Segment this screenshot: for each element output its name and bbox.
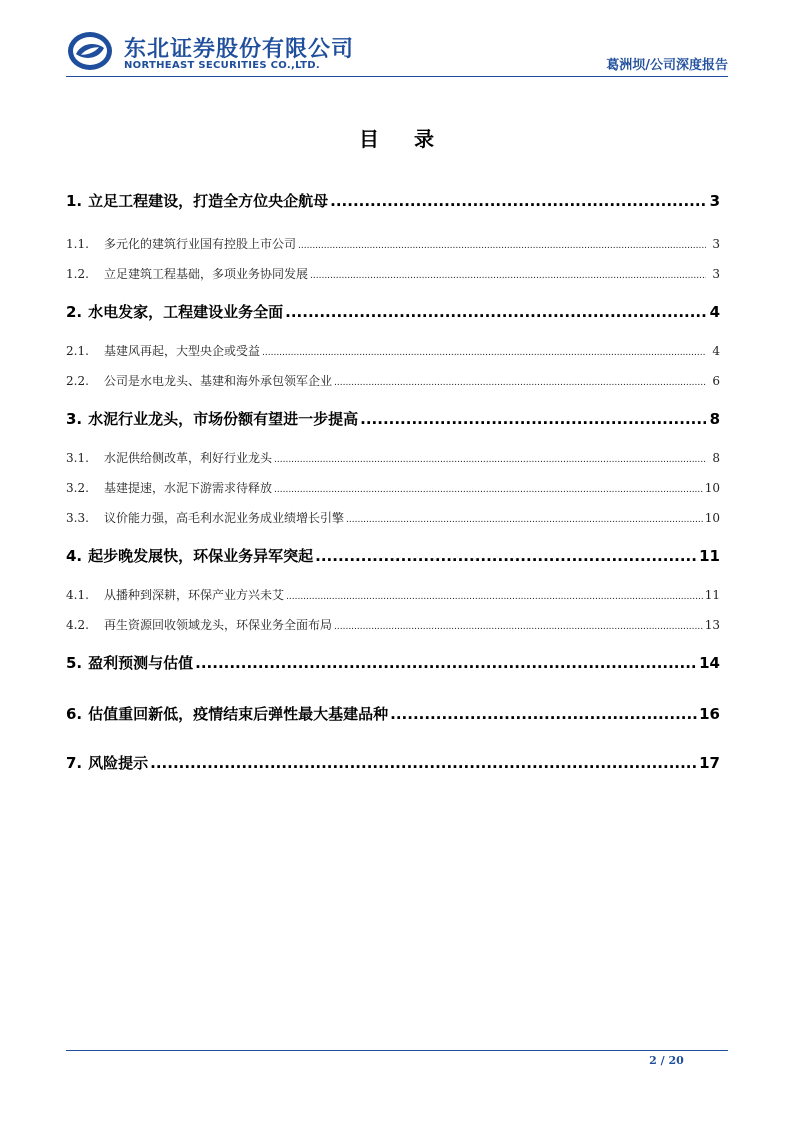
toc-entry-number: 1.2.: [66, 267, 89, 281]
toc-entry-number: 3.3.: [66, 511, 89, 525]
toc-entry-number: 5.: [66, 654, 83, 672]
page-number: [0, 1054, 793, 1067]
toc-leader-dots: [262, 344, 706, 358]
toc-leader-dots: [315, 547, 697, 565]
toc-entry-title: 水泥行业龙头，市场份额有望进一步提高: [88, 410, 359, 428]
company-name-cn: 东北证券股份有限公司: [124, 37, 355, 62]
toc-leader-dots: [334, 618, 703, 632]
toc-entry-page: 8: [712, 451, 720, 465]
toc-entry-title: 基建提速，水泥下游需求待释放: [104, 481, 273, 495]
toc-entry-number: 3.2.: [66, 481, 89, 495]
toc-entry-number: 4.2.: [66, 618, 89, 632]
toc-entry-page: 16: [699, 705, 720, 723]
page-header: [66, 28, 728, 76]
page-number-text: 2 / 20: [649, 1054, 684, 1067]
toc-entry-title: 水电发家，工程建设业务全面: [88, 303, 284, 321]
toc-leader-dots: [286, 588, 703, 602]
toc-leader-dots: [285, 303, 706, 321]
toc-entry[interactable]: [66, 616, 720, 633]
toc-entry-page: 17: [699, 754, 720, 772]
toc-entry-page: 10: [704, 511, 720, 525]
toc-entry-title: 基建风再起，大型央企或受益: [104, 344, 261, 358]
toc-entry-title: 从播种到深耕，环保产业方兴未艾: [104, 588, 285, 602]
toc-entry-title: 估值重回新低，疫情结束后弹性最大基建品种: [88, 705, 389, 723]
toc-entry[interactable]: [66, 703, 720, 724]
toc-entry[interactable]: [66, 586, 720, 603]
toc-entry[interactable]: [66, 235, 720, 252]
toc-entry-title: 水泥供给侧改革，利好行业龙头: [104, 451, 273, 465]
toc-entry[interactable]: [66, 408, 720, 429]
toc-entry[interactable]: [66, 301, 720, 322]
toc-entry[interactable]: [66, 479, 720, 496]
toc-entry-number: 6.: [66, 705, 83, 723]
toc-leader-dots: [360, 410, 706, 428]
toc-entry[interactable]: [66, 752, 720, 773]
toc-entry-number: 4.1.: [66, 588, 89, 602]
toc-entry-page: 3: [709, 192, 720, 210]
toc-entry-page: 11: [704, 588, 720, 602]
toc-title: 目 录: [359, 127, 448, 151]
toc-entry-number: 2.2.: [66, 374, 89, 388]
toc-entry[interactable]: [66, 190, 720, 211]
toc-entry-number: 1.: [66, 192, 83, 210]
toc-entry-title: 立足建筑工程基础，多项业务协同发展: [104, 267, 309, 281]
toc-leader-dots: [346, 511, 703, 525]
toc-entry-number: 7.: [66, 754, 83, 772]
toc-leader-dots: [330, 192, 706, 210]
toc-entry-page: 10: [704, 481, 720, 495]
toc-entry-number: 1.1.: [66, 237, 89, 251]
toc-entry-title: 公司是水电龙头、基建和海外承包领军企业: [104, 374, 333, 388]
toc-entry[interactable]: [66, 372, 720, 389]
toc-entry[interactable]: [66, 265, 720, 282]
toc-entry-page: 3: [712, 267, 720, 281]
toc-leader-dots: [390, 705, 697, 723]
toc-entry-page: 4: [712, 344, 720, 358]
toc-entry-title: 议价能力强，高毛利水泥业务成业绩增长引擎: [104, 511, 345, 525]
toc-leader-dots: [195, 654, 697, 672]
toc-leader-dots: [274, 481, 703, 495]
toc-entry-number: 4.: [66, 547, 83, 565]
company-name-en: NORTHEAST SECURITIES CO.,LTD.: [124, 60, 320, 71]
toc-entry[interactable]: [66, 342, 720, 359]
toc-entry-page: 13: [704, 618, 720, 632]
toc-entry[interactable]: [66, 449, 720, 466]
toc-entry-page: 8: [709, 410, 720, 428]
toc-entry[interactable]: [66, 652, 720, 673]
toc-entry-page: 14: [699, 654, 720, 672]
footer-divider: [66, 1050, 728, 1051]
toc-entry-number: 3.: [66, 410, 83, 428]
toc-leader-dots: [298, 237, 706, 251]
toc-entry-title: 起步晚发展快，环保业务异军突起: [88, 547, 314, 565]
toc-entry-page: 11: [699, 547, 720, 565]
header-divider: [66, 76, 728, 77]
toc-entry-page: 3: [712, 237, 720, 251]
toc-entry[interactable]: [66, 545, 720, 566]
company-logo-icon: [66, 30, 114, 72]
toc-leader-dots: [150, 754, 697, 772]
toc-entry[interactable]: [66, 509, 720, 526]
toc-entry-title: 盈利预测与估值: [88, 654, 194, 672]
toc-entry-title: 风险提示: [88, 754, 149, 772]
toc-entry-title: 多元化的建筑行业国有控股上市公司: [104, 237, 297, 251]
toc-leader-dots: [274, 451, 706, 465]
toc-entry-title: 再生资源回收领域龙头，环保业务全面布局: [104, 618, 333, 632]
toc-entry-number: 2.1.: [66, 344, 89, 358]
toc-leader-dots: [334, 374, 706, 388]
report-label: 葛洲坝/公司深度报告: [606, 58, 728, 73]
toc-entry-page: 4: [709, 303, 720, 321]
toc-entry-number: 2.: [66, 303, 83, 321]
toc-entry-title: 立足工程建设，打造全方位央企航母: [88, 192, 329, 210]
toc-entry-number: 3.1.: [66, 451, 89, 465]
toc-leader-dots: [310, 267, 706, 281]
toc-entry-page: 6: [712, 374, 720, 388]
